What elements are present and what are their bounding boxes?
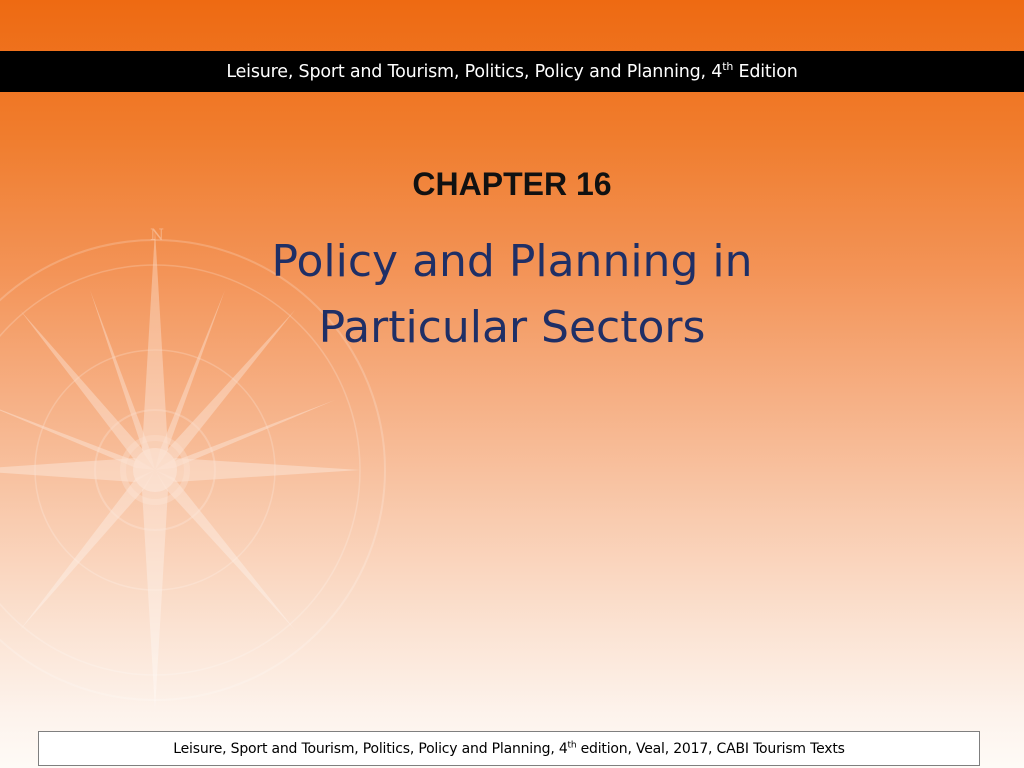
chapter-title-line-1: Policy and Planning in bbox=[271, 236, 753, 287]
footer-citation: Leisure, Sport and Tourism, Politics, Policy and Planning, 4th edition, Veal, 2017, CABI Tourism Texts bbox=[173, 739, 845, 757]
footer-citation-box bbox=[38, 731, 980, 766]
chapter-title-line-2: Particular Sectors bbox=[318, 302, 706, 353]
header-bar bbox=[0, 51, 1024, 92]
compass-n-letter: N bbox=[150, 225, 164, 244]
chapter-title bbox=[0, 229, 1024, 361]
chapter-label: CHAPTER 16 bbox=[412, 166, 612, 202]
header-title: Leisure, Sport and Tourism, Politics, Policy and Planning, 4th Edition bbox=[226, 59, 798, 82]
